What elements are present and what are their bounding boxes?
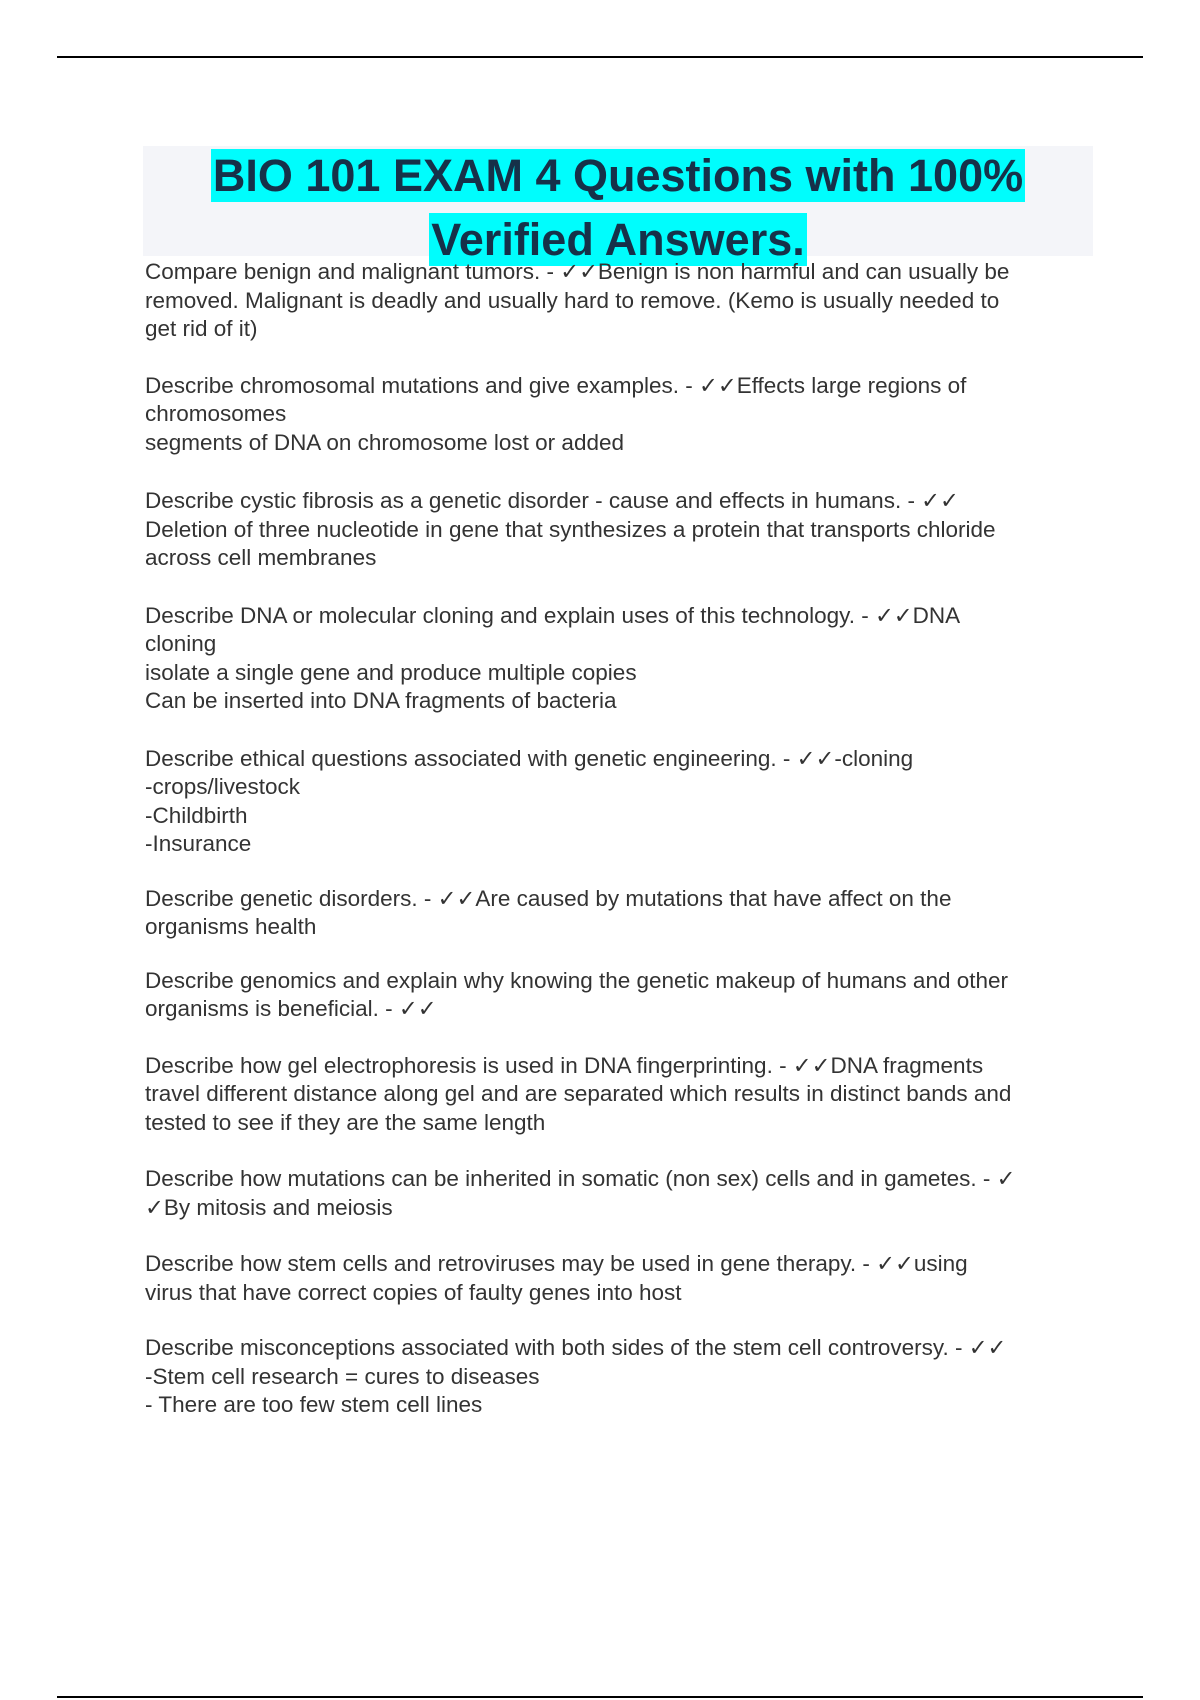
qa-item: Describe how mutations can be inherited in somatic (non sex) cells and in gametes. - ✓ ✓By mitosis and meiosis [145, 1166, 1016, 1220]
title-line-1: BIO 101 EXAM 4 Questions with 100% [212, 150, 1024, 201]
top-rule [57, 56, 1143, 58]
qa-list [145, 258, 1095, 1420]
bottom-rule [57, 1696, 1143, 1698]
qa-item: Describe chromosomal mutations and give examples. - ✓✓Effects large regions of chromosomes segments of DNA on chromosome lost or added [145, 372, 967, 455]
document-title [143, 146, 1093, 265]
qa-item: Describe genomics and explain why knowing the genetic makeup of humans and other organisms is beneficial. - ✓✓ [145, 967, 1009, 1021]
title-line-2: Verified Answers. [431, 214, 805, 265]
qa-item: Describe misconceptions associated with both sides of the stem cell controversy. - ✓✓ -Stem cell research = cures to diseases - There are too few stem cell lines [145, 1335, 1007, 1417]
qa-item: Compare benign and malignant tumors. - ✓✓Benign is non harmful and can usually be removed. Malignant is deadly and usually hard to remove. (Kemo is usually needed to get rid of it) [145, 259, 1010, 341]
qa-item: Describe cystic fibrosis as a genetic disorder - cause and effects in humans. - ✓✓ Deletion of three nucleotide in gene that synthesizes a protein that transports chloride across cell membranes [145, 488, 996, 570]
qa-item: Describe DNA or molecular cloning and explain uses of this technology. - ✓✓DNA cloning isolate a single gene and produce multiple copies Can be inserted into DNA fragments of bacteria [145, 602, 961, 713]
qa-item: Describe genetic disorders. - ✓✓Are caused by mutations that have affect on the organisms health [145, 885, 952, 939]
qa-item: Describe how stem cells and retroviruses may be used in gene therapy. - ✓✓using virus that have correct copies of faulty genes into host [145, 1251, 968, 1305]
qa-item: Describe ethical questions associated with genetic engineering. - ✓✓-cloning -crops/livestock -Childbirth -Insurance [145, 745, 914, 856]
qa-item: Describe how gel electrophoresis is used in DNA fingerprinting. - ✓✓DNA fragments travel different distance along gel and are separated which results in distinct bands and tested to see if they are the same length [145, 1052, 1012, 1135]
